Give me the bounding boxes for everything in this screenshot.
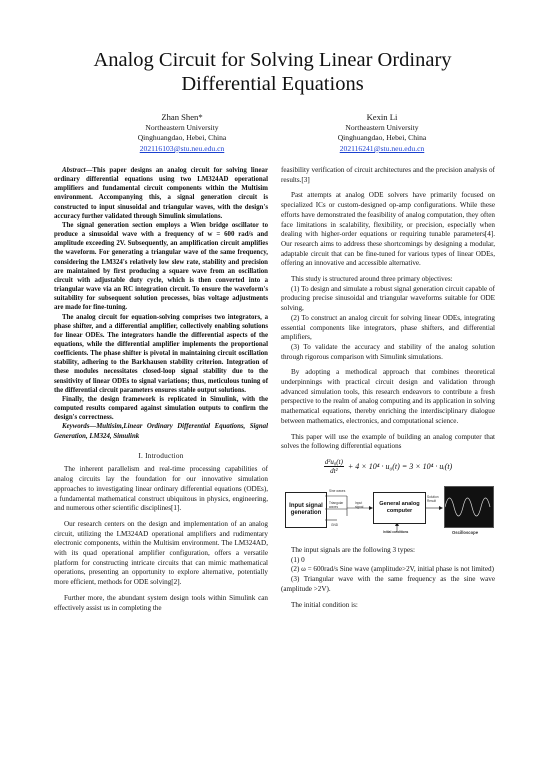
sine-waves-label: Sine waves [329,488,346,493]
differential-equation [281,456,495,478]
body-paragraph: Our research centers on the design and implementation of an analog circuit, utilizing the LM324AD operational amplifiers and rudimentary electronic components, within the Multisim environment. The LM324AD, with its quad operational amplifier configuration, offers a versatile platform for constructing intricate circuits that can mimic mathematical operations, presenting an opportunity to explore alternative, potentially more efficient, methods for ODE solving[2]. [54,519,268,587]
paper-title [40,48,505,96]
abstract-paragraph [54,166,268,221]
author-location: Qinghuangdao, Hebei, China [137,133,227,143]
author-email-link[interactable]: 202116241@stu.neu.edu.cn [339,143,425,153]
list-item: (1) 0 [291,555,305,564]
body-paragraph: feasibility verification of circuit architectures and the precision analysis of results.[3] [281,166,495,184]
equation-numerator: d²u₀(t) [324,457,343,466]
oscilloscope-screen [444,486,494,528]
body-paragraph: Further more, the abundant system design tools within Simulink can effectively assist us in completing the [54,593,268,612]
author-affiliation: Northeastern University [145,123,219,132]
analog-computer-box: General analog computer [373,492,426,524]
input-signal-label: Input signal [355,500,364,509]
author-block-1 [82,112,282,154]
objectives-list [281,275,495,362]
right-column [281,166,495,616]
author-block-2 [282,112,482,154]
input-signals-list [281,546,495,595]
triangular-waves-label: Triangular waves [329,500,344,509]
title-line-2: Differential Equations [181,73,364,95]
oscilloscope-trace [445,487,493,527]
input-signal-generation-box: Input signal generation [285,492,327,528]
keywords-label: Keywords— [62,423,97,431]
list-item: (2) ω = 600rad/s Sine wave (amplitude>2V, initial phase is not limited) [291,565,495,574]
keywords-paragraph [54,422,268,440]
body-paragraph: This paper will use the example of building an analog computer that solves the following differential equations [281,432,495,451]
list-item: (2) To construct an analog circuit for solving linear ODEs, integrating essential components like integrators, phase shifters, and differential amplifiers, [281,313,495,342]
keywords-text: Multisim,Linear Ordinary Differential Equations, Signal Generation, LM324, Simulink [54,423,268,440]
equation-denominator: dt² [330,467,338,476]
body-paragraph: This study is structured around three primary objectives: [291,275,453,284]
body-paragraph: By adopting a methodical approach that combines theoretical underpinnings with practical circuit design and validation through advanced simulation tools, this research endeavors to contribute a fresh perspective to the realm of analog computing and its application in solving mathematical equations, thereby enriching the interdisciplinary dialogue between mathematics, electronics, and computational science. [281,368,495,425]
solution-result-label: Solution Result [427,494,439,503]
author-name: Kexin Li [366,112,398,122]
author-name: Zhan Shen* [161,112,203,122]
body-paragraph: Past attempts at analog ODE solvers have primarily focused on specialized ICs or custom-designed op-amp configurations. While these efforts have demonstrated the feasibility of analog computation, they often face limitations in scalability, flexibility, or precision, especially when dealing with higher-order equations or requiring tunable parameters[4]. Our research aims to address these shortcomings by designing a modular, adaptable circuit that can be fine-tuned for various types of linear ODEs, offering an innovative and accessible alternative. [281,191,495,268]
abstract-paragraph: Finally, the design framework is replicated in Simulink, with the computed results compared against simulation outputs to confirm the design's correctness. [54,395,268,422]
list-item: (1) To design and simulate a robust signal generation circuit capable of producing precise sinusoidal and triangular waveforms suitable for ODE solving, [281,284,495,313]
equation-rhs: + 4 × 10⁴ · u₀(t) = 3 × 10⁴ · uᵢ(t) [347,462,453,472]
system-block-diagram [281,484,495,536]
output-arrow [439,506,443,510]
abstract-paragraph: The signal generation section employs a Wien bridge oscillator to produce a sinusoidal wave with a frequency of w = 600 rad/s and amplitude exceeding 2V. Subsequently, an amplification circuit amplifies the waveform. For generating a triangular wave of the same frequency, considering the LM324's relatively low slew rate, stability and precision are maintained by first producing a square wave from an oscillation circuit with adjustable duty cycle, which is then converted into a triangular wave via an RC integration circuit. To ensure the waveform's suitability for subsequent solution processes, bias voltage adjustments are made for fine-tuning. [54,221,268,312]
abstract-label: Abstract— [62,167,93,174]
initial-conditions-label: Initial conditions [383,529,409,534]
title-line-1: Analog Circuit for Solving Linear Ordinary [93,49,452,71]
abstract-text: This paper designs an analog circuit for solving linear ordinary differential equations using two LM324AD operational amplifiers and fundamental circuit components within the Multisim environment. Accompanying this, a signal generation circuit is constructed to input sinusoidal and triangular waves, with the design's accuracy further validated through Simulink simulations. [54,167,268,220]
body-paragraph: The input signals are the following 3 types: [291,545,415,554]
list-item: (3) To validate the accuracy and stability of the analog solution through rigorous comparison with Simulink simulations. [281,342,495,361]
left-column [54,166,268,619]
section-heading: I. Introduction [138,450,184,460]
oscilloscope-label: Oscilloscope [452,529,479,535]
body-paragraph: The initial condition is: [291,600,358,609]
gnd-label: GND [331,522,339,527]
body-paragraph: The inherent parallelism and real-time processing capabilities of analog circuits lay the foundation for our innovative simulation approaches to investigating linear ordinary differential equations (ODEs), a fundamental mathematical construct ubiquitous in physics, engineering, and numerous other scientific disciplines[1]. [54,465,268,513]
abstract-paragraph: The analog circuit for equation-solving comprises two integrators, a phase shifter, and a differential amplifier, collectively enabling solutions for linear ODEs. The integrators handle the differential aspects of the equations, while the differential amplifier implements the proportional coefficients. The phase shifter is pivotal in maintaining circuit oscillation stability, adhering to the Barkhausen stability criterion. Integration of these modules necessitates closed-loop signal stability due to the sensitivity of linear ODEs to signal variations; thus, meticulous tuning of the differential circuit parameters ensures stable output solutions. [54,313,268,394]
author-affiliation: Northeastern University [345,123,419,132]
author-email-link[interactable]: 202116103@stu.neu.edu.cn [139,143,225,153]
equation-fraction [324,458,344,476]
author-location: Qinghuangdao, Hebei, China [337,133,427,143]
list-item: (3) Triangular wave with the same frequency as the sine wave (amplitude >2V). [281,575,495,593]
